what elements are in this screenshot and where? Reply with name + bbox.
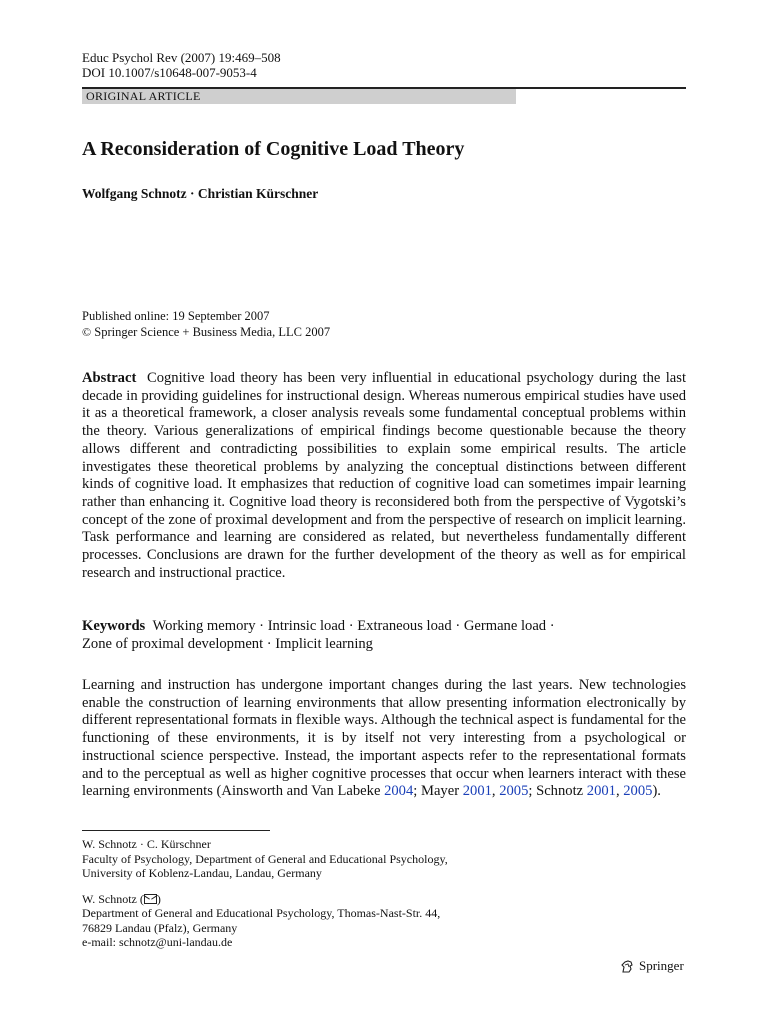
abstract: [82, 370, 686, 582]
envelope-icon[interactable]: [144, 894, 157, 904]
citation-link[interactable]: 2004: [384, 783, 414, 800]
citation-link[interactable]: 2005: [499, 783, 529, 800]
publication-info: [82, 308, 330, 340]
affiliation-authors: W. Schnotz · C. Kürschner: [82, 837, 211, 851]
corresponding-name: W. Schnotz (: [82, 891, 144, 906]
corresponding-close: ): [156, 891, 161, 906]
affiliation-line: Faculty of Psychology, Department of General and Educational Psychology,: [82, 851, 448, 866]
body-text: ; Mayer: [413, 783, 463, 800]
address-line: Department of General and Educational Psychology, Thomas-Nast-Str. 44,: [82, 906, 441, 920]
abstract-heading: Abstract: [82, 370, 137, 386]
keywords: [82, 617, 686, 653]
address-line: 76829 Landau (Pfalz), Germany: [82, 920, 238, 935]
article-title: A Reconsideration of Cognitive Load Theory: [82, 138, 465, 160]
keywords-line-2: Zone of proximal development · Implicit learning: [82, 636, 373, 652]
body-text: Learning and instruction has undergone important changes during the last years. New technologies enable the construction of learning environments that allow presenting information electronically by different representational formats in flexible ways. Although the technical aspect is fundamental for the functioning of these environments, it is by itself not very interesting from a psychological or instructional science perspective. Instead, the important aspects refer to the representational formats and to the perceptual as well as higher cognitive processes that occur when learners interact with these learning environments (Ainsworth and Van Labeke: [82, 677, 686, 800]
email-line[interactable]: e-mail: schnotz@uni-landau.de: [82, 935, 233, 949]
copyright-text: Springer Science + Business Media, LLC 2007: [94, 325, 331, 339]
article-type-label: ORIGINAL ARTICLE: [82, 89, 516, 104]
copyright-line: [82, 324, 330, 340]
body-text: ,: [615, 783, 624, 800]
citation-link[interactable]: 2005: [623, 783, 653, 800]
citation-link[interactable]: 2001: [462, 783, 492, 800]
corresponding-author: [82, 892, 448, 907]
keywords-line-1: Working memory · Intrinsic load · Extraneous load · Germane load ·: [152, 618, 555, 634]
publisher-name: Springer: [639, 958, 684, 973]
citation-link[interactable]: 2001: [586, 783, 616, 800]
author-affiliations: [82, 837, 448, 950]
affiliation-line: University of Koblenz-Landau, Landau, Germany: [82, 866, 322, 880]
copyright-icon: ©: [82, 325, 92, 339]
author-list: Wolfgang Schnotz · Christian Kürschner: [82, 186, 319, 201]
abstract-text: Cognitive load theory has been very influential in educational psychology during the last decade in providing guidelines for instructional design. Whereas numerous empirical studies have used it as a theoretical framework, a closer analysis reveals some fundamental conceptual problems within the theory. Various generalizations of empirical findings become questionable because the theory allows different and contradicting possibilities to explain some empirical results. The article investigates these theoretical problems by analyzing the conceptual distinctions between different kinds of cognitive load. It emphasizes that reduction of cognitive load can sometimes impair learning rather than enhancing it. Cognitive load theory is reconsidered both from the perspective of Vygotski’s concept of the zone of proximal development and from the perspective of research on implicit learning. Task performance and learning are considered as related, but nevertheless fundamentally different processes. Conclusions are drawn for the further development of the theory as well as for empirical research and instructional practice.: [82, 370, 686, 581]
publisher-logo: [620, 958, 684, 974]
body-text: ; Schnotz: [528, 783, 587, 800]
keywords-heading: Keywords: [82, 618, 146, 634]
footnote-rule: [82, 830, 270, 831]
body-paragraph: [82, 677, 686, 801]
body-text: ,: [491, 783, 500, 800]
body-text: ).: [652, 783, 661, 800]
journal-info: [82, 50, 281, 80]
published-date: Published online: 19 September 2007: [82, 309, 270, 323]
springer-horse-icon: [620, 959, 635, 974]
journal-citation: Educ Psychol Rev (2007) 19:469–508: [82, 50, 281, 65]
journal-doi: DOI 10.1007/s10648-007-9053-4: [82, 65, 257, 80]
